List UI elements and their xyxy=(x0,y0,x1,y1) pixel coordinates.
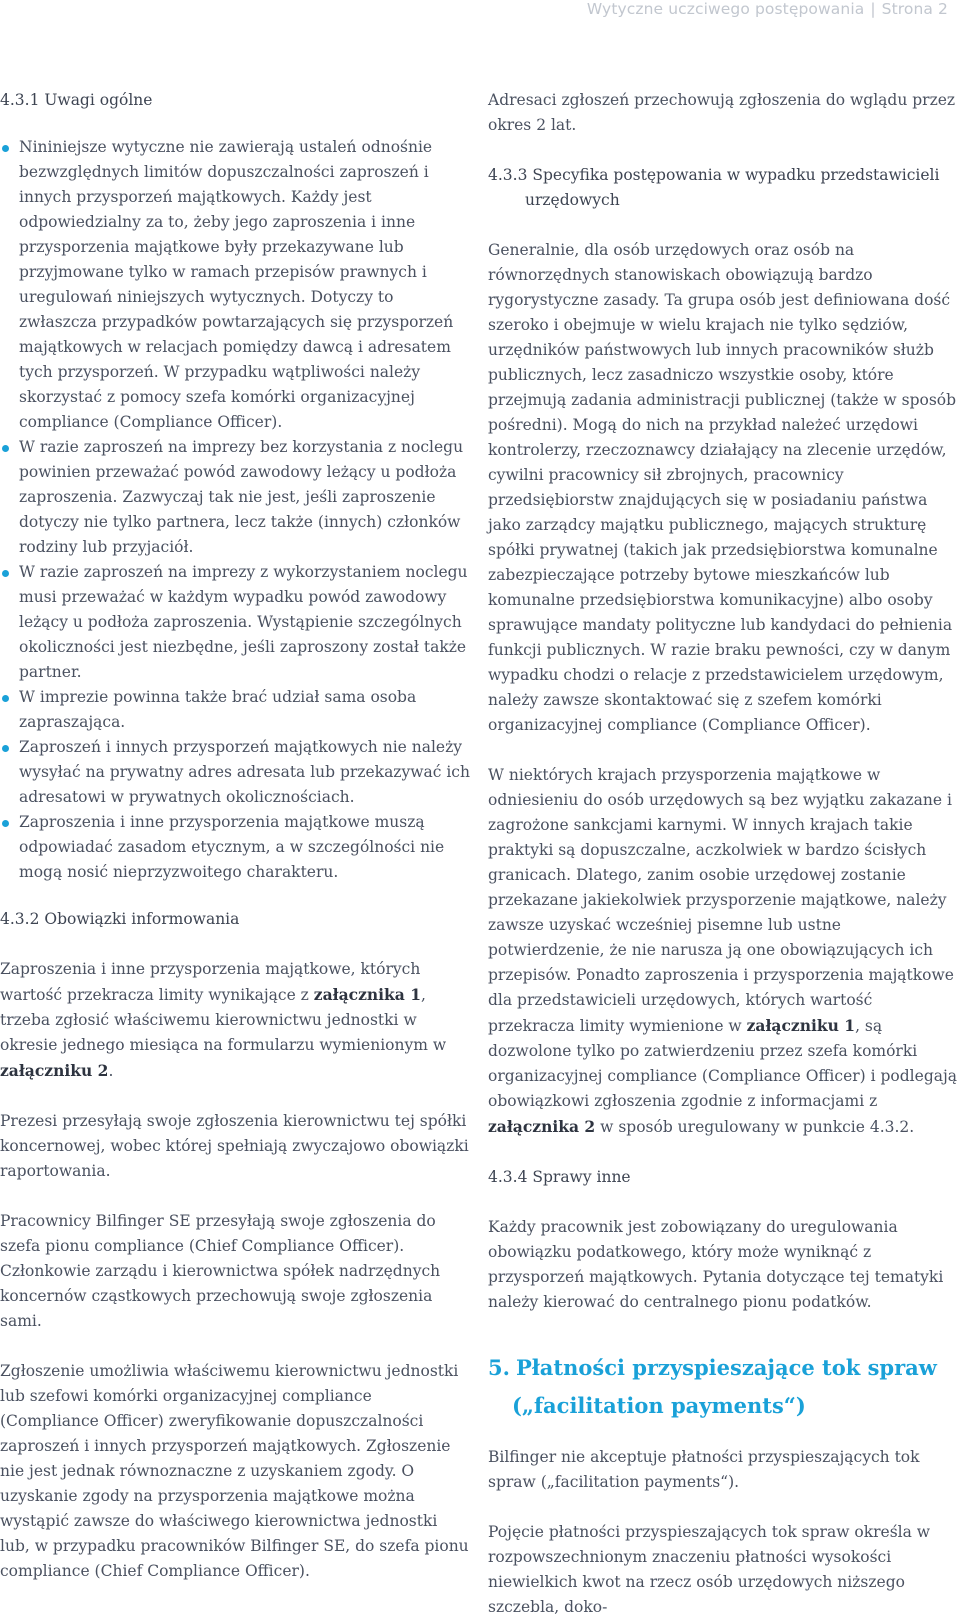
annex-2-reference: załącznika 2 xyxy=(488,1117,596,1136)
right-column xyxy=(488,88,958,1620)
section-5-heading xyxy=(488,1349,958,1425)
bullet-item: Zaproszenia i inne przysporzenia majątkowe muszą odpowiadać zasadom etycznym, a w szczególności nie mogą nosić nieprzyzwoitego charakteru. xyxy=(0,810,470,885)
bullet-item: W razie zaproszeń na imprezy bez korzystania z noclegu powinien przeważać powód zawodowy leżący u podłoża zaproszenia. Zazwyczaj tak nie jest, jeśli zaproszenie dotyczy nie tylko partnera, lecz także (innych) członków rodziny lub przyjaciół. xyxy=(0,435,470,560)
reporting-paragraph-4: Zgłoszenie umożliwia właściwemu kierownictwu jednostki lub szefowi komórki organizacyjnej compliance (Compliance Officer) zweryfikowanie dopuszczalności zaproszeń i innych przysporzeń majątkowych. Zgłoszenie nie jest jednak równoznaczne z uzyskaniem zgody. O uzyskanie zgody na przysporzenia majątkowe można wystąpić zawsze do właściwego kierownictwa jednostki lub, w przypadku pracowników Bilfinger SE, do szefa pionu compliance (Chief Compliance Officer). xyxy=(0,1362,469,1580)
bullet-item: Zaproszeń i innych przysporzeń majątkowych nie należy wysyłać na prywatny adres adresata lub przekazywać ich adresatowi w prywatnych okolicznościach. xyxy=(0,735,470,810)
section-5-number: 5. xyxy=(488,1355,510,1380)
reporting-paragraph-3: Pracownicy Bilfinger SE przesyłają swoje zgłoszenia do szefa pionu compliance (Chief Compliance Officer). Członkowie zarządu i kierownictwa spółek nadrzędnych koncernów cząstkowych przechowują swoje zgłoszenia sami. xyxy=(0,1212,441,1330)
annex-1-reference: załącznika 1 xyxy=(313,985,421,1004)
running-header xyxy=(587,0,948,18)
officials-paragraph-1: Generalnie, dla osób urzędowych oraz osób na równorzędnych stanowiskach obowiązują bardzo rygorystyczne zasady. Ta grupa osób jest definiowana dość szeroko i obejmuje w wielu krajach nie tylko sędziów, urzędników państwowych lub innych pracowników służb publicznych, lecz zasadniczo wszystkie osoby, które przejmują zadania administracji publicznej (także w sposób pośredni). Mogą do nich na przykład należeć urzędowi kontrolerzy, rzeczoznawcy działający na zlecenie urzędów, cywilni pracownicy sił zbrojnych, pracownicy przedsiębiorstw znajdujących się w posiadaniu państwa jako zarządcy majątku publicznego, mających strukturę spółki prywatnej (takich jak przedsiębiorstwa komunalne zabezpieczające potrzeby bytowe mieszkańców lub komunalne przedsiębiorstwa komunikacyjne) albo osoby sprawujące mandaty polityczne lub kandydaci do pełnienia funkcji publicznych. W razie braku pewności, czy w danym wypadku chodzi o relacje z przedstawicielem urzędowym, należy zawsze skontaktować się z szefem komórki organizacyjnej compliance (Compliance Officer). xyxy=(488,241,957,734)
header-separator: | xyxy=(870,0,876,18)
section-5-title-line-2: („facilitation payments“) xyxy=(512,1393,806,1418)
section-4-3-1-heading: 4.3.1 Uwagi ogólne xyxy=(0,91,153,109)
guidelines-bullet-list xyxy=(0,135,470,885)
retention-paragraph: Adresaci zgłoszeń przechowują zgłoszenia do wglądu przez okres 2 lat. xyxy=(488,91,956,134)
bullet-item: Nininiejsze wytyczne nie zawierają ustaleń odnośnie bezwzględnych limitów dopuszczalności zaproszeń i innych przysporzeń majątkowych. Każdy jest odpowiedzialny za to, żeby jego zaproszenia i inne przysporzenia majątkowe były przekazywane lub przyjmowane tylko w ramach przepisów prawnych i uregulowań niniejszych wytycznych. Dotyczy to zwłaszcza przypadków powtarzających się przysporzeń majątkowych w relacjach pomiędzy dawcą i adresatem tych przysporzeń. W przypadku wątpliwości należy skorzystać z pomocy szefa komórki organizacyjnej compliance (Compliance Officer). xyxy=(0,135,470,435)
section-4-3-3-heading: 4.3.3 Specyfika postępowania w wypadku przedstawicieli urzędowych xyxy=(488,166,940,209)
reporting-paragraph-2: Prezesi przesyłają swoje zgłoszenia kierownictwu tej spółki koncernowej, wobec której spełniają zwyczajowo obowiązki raportowania. xyxy=(0,1112,469,1180)
facilitation-paragraph-1: Bilfinger nie akceptuje płatności przyspieszających tok spraw („facilitation payments“). xyxy=(488,1448,920,1491)
annex-1-reference: załączniku 1 xyxy=(746,1016,856,1035)
annex-2-reference: załączniku 2 xyxy=(0,1061,109,1080)
page-number: Strona 2 xyxy=(881,0,948,18)
section-4-3-2-heading: 4.3.2 Obowiązki informowania xyxy=(0,910,240,928)
reporting-paragraph-1: Zaproszenia i inne przysporzenia majątkowe, których wartość przekracza limity wynikające z załącznika 1, trzeba zgłosić właściwemu kierownictwu jednostki w okresie jednego miesiąca na formularzu wymienionym w załączniku 2. xyxy=(0,960,447,1080)
officials-paragraph-2: W niektórych krajach przysporzenia majątkowe w odniesieniu do osób urzędowych są bez wyjątku zakazane i zagrożone sankcjami karnymi. W innych krajach takie praktyki są dopuszczalne, aczkolwiek w bardzo ścisłych granicach. Dlatego, zanim osobie urzędowej zostanie przekazane jakiekolwiek przysporzenie majątkowe, należy zawsze uzyskać wcześniej pisemne lub ustne potwierdzenie, że nie narusza ją one obowiązujących ich przepisów. Ponadto zaproszenia i przysporzenia majątkowe dla przedstawicieli urzędowych, których wartość przekracza limity wymienione w załączniku 1, są dozwolone tylko po zatwierdzeniu przez szefa komórki organizacyjnej compliance (Compliance Officer) i podlegają obowiązkowi zgłoszenia zgodnie z informacjami z załącznika 2 w sposób uregulowany w punkcie 4.3.2. xyxy=(488,766,958,1136)
tax-paragraph: Każdy pracownik jest zobowiązany do uregulowania obowiązku podatkowego, który może wyniknąć z przysporzeń majątkowych. Pytania dotyczące tej tematyki należy kierować do centralnego pionu podatków. xyxy=(488,1218,944,1311)
section-4-3-4-heading: 4.3.4 Sprawy inne xyxy=(488,1168,631,1186)
bullet-item: W razie zaproszeń na imprezy z wykorzystaniem noclegu musi przeważać w każdym wypadku powód zawodowy leżący u podłoża zaproszenia. Wystąpienie szczególnych okoliczności jest niezbędne, jeśli zaproszony został także partner. xyxy=(0,560,470,685)
facilitation-paragraph-2: Pojęcie płatności przyspieszających tok spraw określa w rozpowszechnionym znaczeniu płatności wysokości niewielkich kwot na rzecz osób urzędowych niższego szczebla, doko- xyxy=(488,1523,931,1616)
document-title: Wytyczne uczciwego postępowania xyxy=(586,0,865,18)
bullet-item: W imprezie powinna także brać udział sama osoba zapraszająca. xyxy=(0,685,470,735)
section-5-title-line-1: Płatności przyspieszające tok spraw xyxy=(515,1355,937,1380)
left-column xyxy=(0,88,470,1584)
